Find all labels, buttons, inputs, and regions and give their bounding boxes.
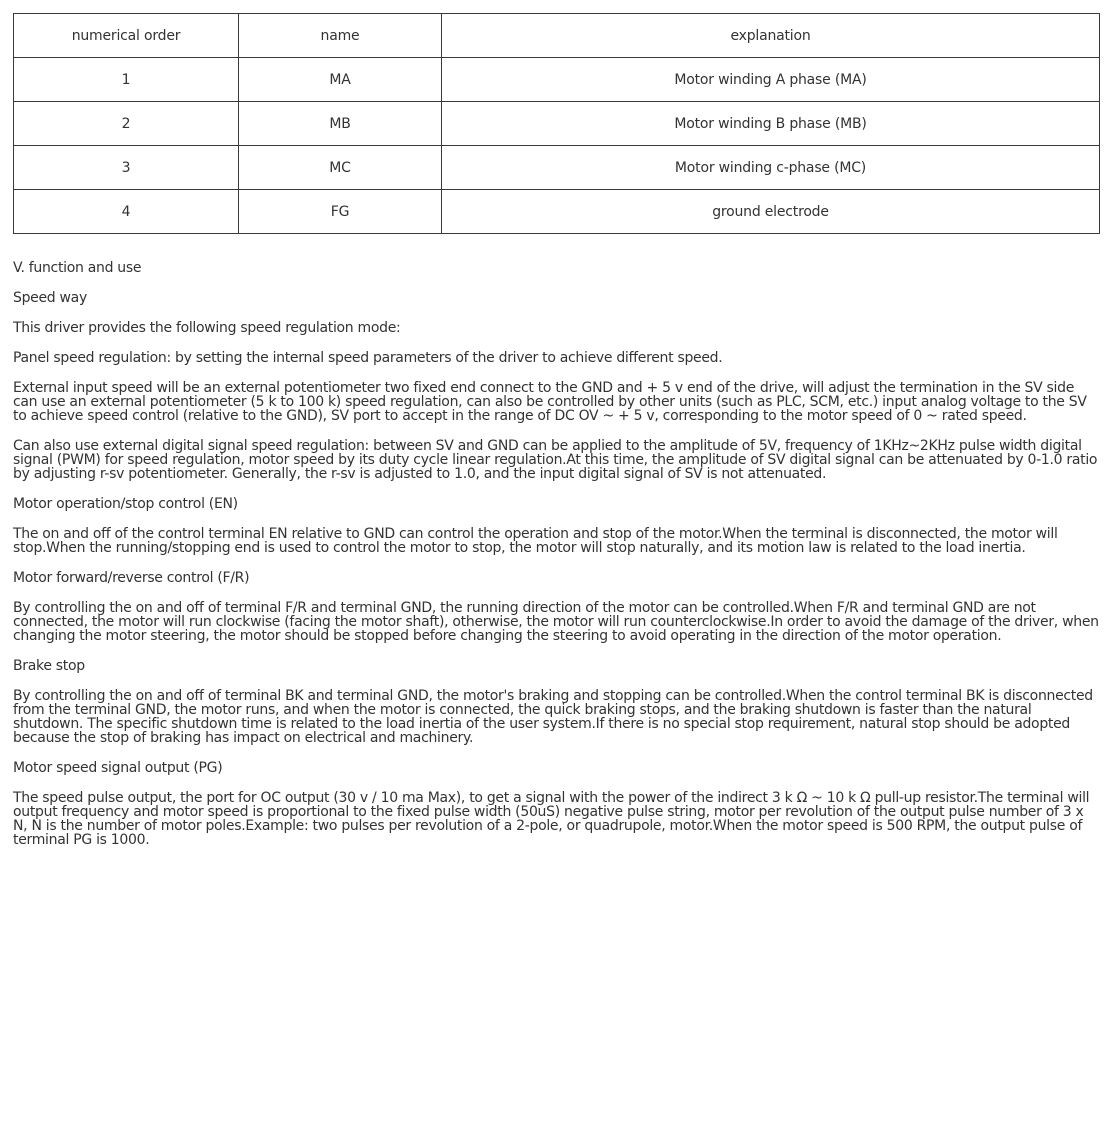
- cell-order: 1: [14, 58, 239, 102]
- subheading-operation-stop-control: Motor operation/stop control (EN): [13, 496, 238, 512]
- cell-explanation: Motor winding B phase (MB): [442, 102, 1100, 146]
- table-row: [14, 102, 1100, 146]
- table-row: [14, 190, 1100, 234]
- cell-explanation: ground electrode: [442, 190, 1100, 234]
- column-header-name: name: [239, 14, 442, 58]
- cell-order: 3: [14, 146, 239, 190]
- subheading-speed-signal-output: Motor speed signal output (PG): [13, 760, 223, 776]
- paragraph-panel-speed-regulation: Panel speed regulation: by setting the internal speed parameters of the driver to achieve different speed.: [13, 350, 723, 366]
- terminal-table: [13, 13, 1100, 234]
- cell-name: MA: [239, 58, 442, 102]
- section-heading-function-and-use: V. function and use: [13, 260, 142, 276]
- cell-order: 2: [14, 102, 239, 146]
- paragraph-forward-reverse-control: By controlling the on and off of terminal F/R and terminal GND, the running direction of the motor can be controlled.When F/R and terminal GND are not connected, the motor will run clockwise (facing the motor shaft), otherwise, the motor will run counterclockwise.In order to avoid the damage of the driver, when changing the motor steering, the motor should be stopped before changing the steering to avoid operating in the direction of the motor operation.: [13, 600, 1099, 644]
- subheading-forward-reverse-control: Motor forward/reverse control (F/R): [13, 570, 250, 586]
- document-body: [13, 261, 1100, 847]
- cell-order: 4: [14, 190, 239, 234]
- cell-explanation: Motor winding c-phase (MC): [442, 146, 1100, 190]
- cell-name: MC: [239, 146, 442, 190]
- paragraph-brake-stop: By controlling the on and off of terminal BK and terminal GND, the motor's braking and stopping can be controlled.When the control terminal BK is disconnected from the terminal GND, the motor runs, and when the motor is connected, the quick braking stops, and the braking shutdown is faster than the natural shutdown. The specific shutdown time is related to the load inertia of the user system.If there is no special stop requirement, natural stop should be adopted because the stop of braking has impact on electrical and machinery.: [13, 688, 1093, 746]
- subheading-brake-stop: Brake stop: [13, 658, 85, 674]
- paragraph-external-input-speed: External input speed will be an external potentiometer two fixed end connect to the GND and + 5 v end of the drive, will adjust the termination in the SV side can use an external potentiometer (5 k to 100 k) speed regulation, can also be controlled by other units (such as PLC, SCM, etc.) input analog voltage to the SV to achieve speed control (relative to the GND), SV port to accept in the range of DC OV ~ + 5 v, corresponding to the motor speed of 0 ~ rated speed.: [13, 380, 1087, 424]
- column-header-numerical-order: numerical order: [14, 14, 239, 58]
- table-row: [14, 58, 1100, 102]
- subheading-speed-way: Speed way: [13, 290, 87, 306]
- table-header-row: [14, 14, 1100, 58]
- paragraph-operation-stop-control: The on and off of the control terminal EN relative to GND can control the operation and stop of the motor.When the terminal is disconnected, the motor will stop.When the running/stopping end is used to control the motor to stop, the motor will stop naturally, and its motion law is related to the load inertia.: [13, 526, 1058, 556]
- cell-name: FG: [239, 190, 442, 234]
- document-page: [13, 13, 1100, 863]
- column-header-explanation: explanation: [442, 14, 1100, 58]
- paragraph-speed-modes-intro: This driver provides the following speed regulation mode:: [13, 320, 401, 336]
- paragraph-speed-signal-output: The speed pulse output, the port for OC output (30 v / 10 ma Max), to get a signal with the power of the indirect 3 k Ω ~ 10 k Ω pull-up resistor.The terminal will output frequency and motor speed is proportional to the fixed pulse width (50uS) negative pulse string, motor per revolution of the output pulse number of 3 x N, N is the number of motor poles.Example: two pulses per revolution of a 2-pole, or quadrupole, motor.When the motor speed is 500 RPM, the output pulse of terminal PG is 1000.: [13, 790, 1090, 848]
- table-row: [14, 146, 1100, 190]
- cell-name: MB: [239, 102, 442, 146]
- paragraph-digital-signal-speed: Can also use external digital signal speed regulation: between SV and GND can be applied to the amplitude of 5V, frequency of 1KHz~2KHz pulse width digital signal (PWM) for speed regulation, motor speed by its duty cycle linear regulation.At this time, the amplitude of SV digital signal can be attenuated by 0-1.0 ratio by adjusting r-sv potentiometer. Generally, the r-sv is adjusted to 1.0, and the input digital signal of SV is not attenuated.: [13, 438, 1098, 482]
- cell-explanation: Motor winding A phase (MA): [442, 58, 1100, 102]
